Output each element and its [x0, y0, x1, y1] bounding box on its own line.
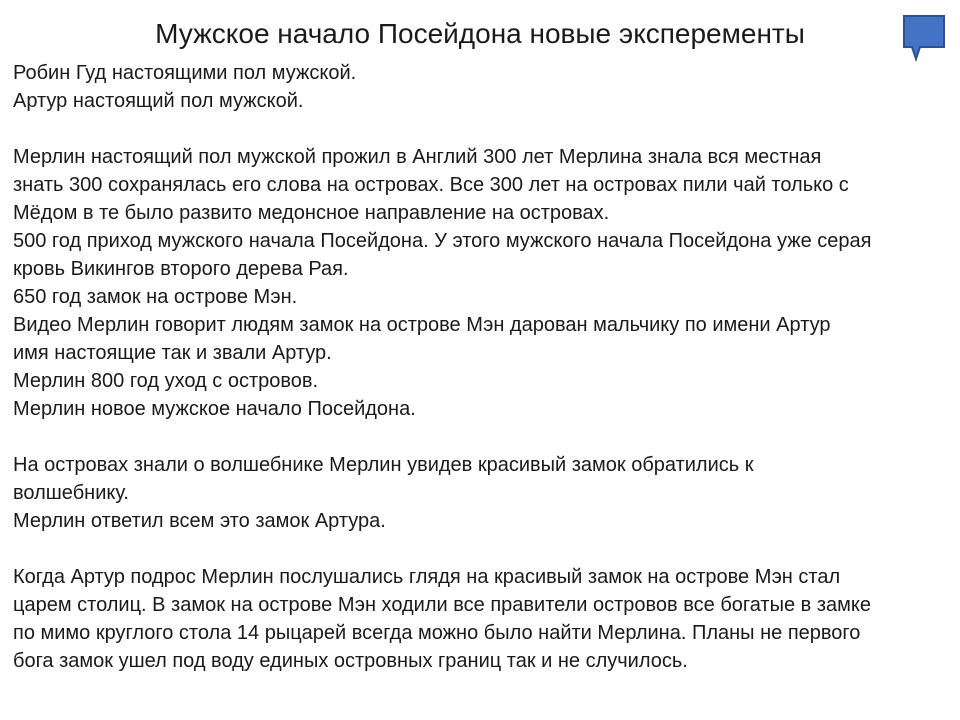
- text-line: На островах знали о волшебнике Мерлин увидев красивый замок обратились к: [13, 454, 754, 476]
- slide-title: Мужское начало Посейдона новые эксперементы: [155, 18, 805, 49]
- paragraph-gap: [13, 535, 958, 563]
- text-line: Робин Гуд настоящими пол мужской.: [13, 62, 357, 84]
- text-line: 500 год приход мужского начала Посейдона. У этого мужского начала Посейдона уже серая: [13, 230, 872, 252]
- text-line: Мерлин 800 год уход с островов.: [13, 370, 319, 392]
- text-line: царем столиц. В замок на острове Мэн ходили все правители островов все богатые в замке: [13, 594, 871, 616]
- text-line: Артур настоящий пол мужской.: [13, 90, 304, 112]
- text-line: Мёдом в те было развито медонсное направление на островах.: [13, 202, 610, 224]
- text-line: волшебнику.: [13, 482, 129, 504]
- paragraph-gap: [13, 115, 958, 143]
- text-line: Мерлин ответил всем это замок Артура.: [13, 510, 386, 532]
- text-line: кровь Викингов второго дерева Рая.: [13, 258, 349, 280]
- text-line: Мерлин новое мужское начало Посейдона.: [13, 398, 416, 420]
- text-line: Видео Мерлин говорит людям замок на острове Мэн дарован мальчику по имени Артур: [13, 314, 831, 336]
- text-line: имя настоящие так и звали Артур.: [13, 342, 332, 364]
- text-line: бога замок ушел под воду единых островных границ так и не случилось.: [13, 650, 688, 672]
- speech-bubble-icon[interactable]: [902, 14, 946, 62]
- speech-bubble-shape: [902, 14, 946, 62]
- slide-body-text: [13, 59, 958, 675]
- paragraph-gap: [13, 423, 958, 451]
- text-line: Мерлин настоящий пол мужской прожил в Англий 300 лет Мерлина знала вся местная: [13, 146, 822, 168]
- text-line: по мимо круглого стола 14 рыцарей всегда можно было найти Мерлина. Планы не первого: [13, 622, 861, 644]
- text-line: знать 300 сохранялась его слова на островах. Все 300 лет на островах пили чай только с: [13, 174, 849, 196]
- text-line: Когда Артур подрос Мерлин послушались глядя на красивый замок на острове Мэн стал: [13, 566, 841, 588]
- text-line: 650 год замок на острове Мэн.: [13, 286, 298, 308]
